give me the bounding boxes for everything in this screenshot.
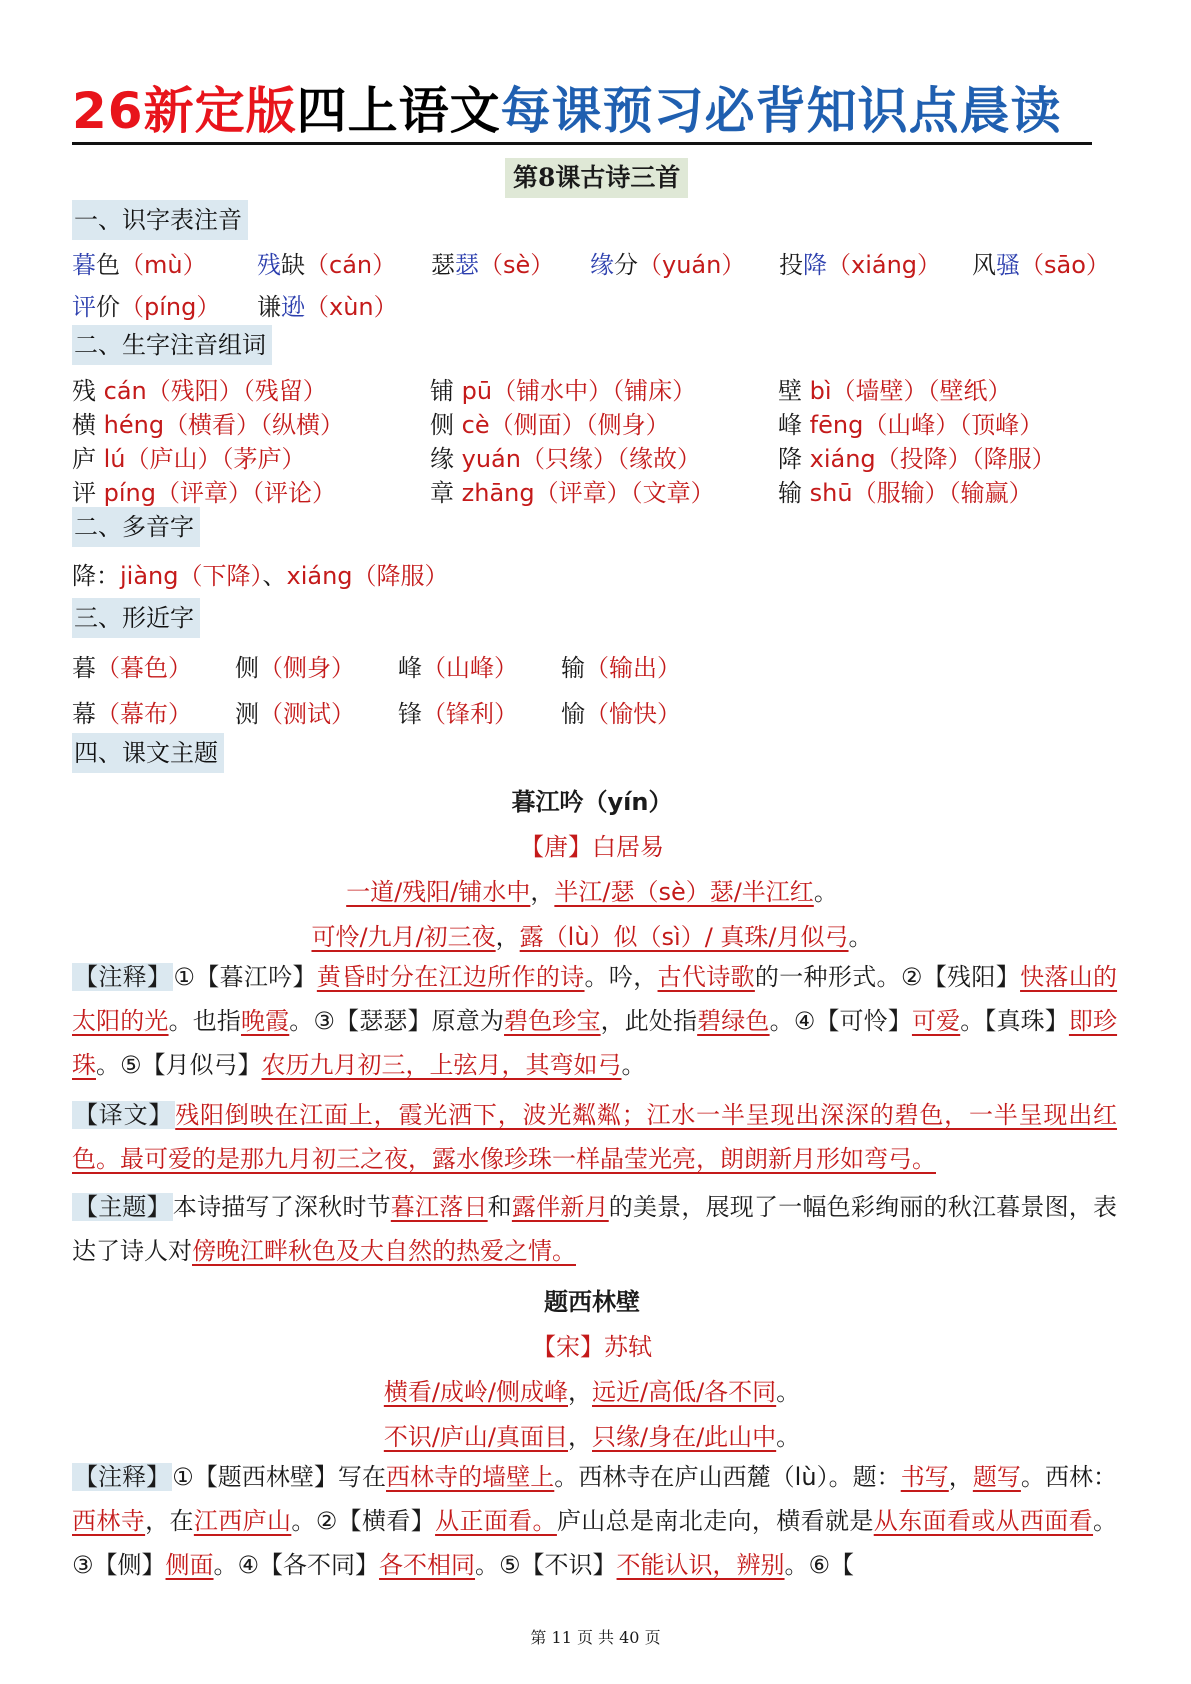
poem-line: 不识/庐山/真面目，只缘/身在/此山中。 [383,1423,801,1451]
pinyin-item: 投降（xiáng） [779,251,942,279]
word-item: 侧 cè（侧面）（侧身） [430,411,670,439]
similar-item: 峰（山峰） [398,654,518,682]
similar-item: 幕（幕布） [72,700,192,728]
word-item: 横 héng（横看）（纵横） [72,411,345,439]
poem-title: 题西林壁 [544,1288,640,1316]
pinyin-item: 谦逊（xùn） [257,293,398,321]
pinyin-item: 风骚（sāo） [972,251,1110,279]
word-item: 缘 yuán（只缘）（缘故） [430,445,701,473]
pinyin-item: 瑟瑟（sè） [431,251,555,279]
word-item: 降 xiáng（投降）（降服） [778,445,1056,473]
title-part-3: 每课预习必背知识点晨读 [500,82,1062,140]
title-part-2: 四上语文 [296,82,501,140]
word-item: 残 cán（残阳）（残留） [72,377,327,405]
section-heading-words: 二、生字注音组词 [72,325,272,365]
similar-item: 锋（锋利） [398,700,518,728]
poem-line: 一道/残阳/铺水中，半江/瑟（sè）瑟/半江红。 [346,878,838,906]
section-heading-theme: 四、课文主题 [72,733,224,773]
section-heading-similar: 三、形近字 [72,598,200,638]
word-item: 铺 pū（铺水中）（铺床） [430,377,697,405]
pinyin-item: 评价（píng） [72,293,221,321]
word-item: 输 shū（服输）（输赢） [778,479,1033,507]
similar-item: 侧（侧身） [235,654,355,682]
pinyin-item: 暮色（mù） [72,251,207,279]
poem-notes: 【注释】①【题西林壁】写在西林寺的墙壁上。西林寺在庐山西麓（lù）。题：书写，题写。西林：西林寺，在江西庐山。②【横看】从正面看。庐山总是南北走向，横看就是从东面看或从西面看。③【侧】侧面。④【各不同】各不相同。⑤【不识】不能认识，辨别。⑥【 [72,1463,1118,1579]
word-item: 峰 fēng（山峰）（顶峰） [778,411,1044,439]
document-title [72,80,1092,145]
word-item: 评 píng（评章）（评论） [72,479,336,507]
word-item: 章 zhāng（评章）（文章） [430,479,715,507]
poem-line: 可怜/九月/初三夜，露（lù）似（sì）/ 真珠/月似弓。 [311,923,873,951]
page-footer: 第 11 页 共 40 页 [530,1628,661,1647]
polyphone-line: 降：jiàng（下降）、xiáng（降服） [72,562,449,590]
poem-translation: 【译文】残阳倒映在江面上，霞光洒下，波光粼粼；江水一半呈现出深深的碧色，一半呈现出红色。最可爱的是那九月初三之夜，露水像珍珠一样晶莹光亮，朗朗新月形如弯弓。 [72,1101,1118,1173]
pinyin-item: 残缺（cán） [257,251,397,279]
poem-author: 【宋】苏轼 [532,1333,652,1361]
similar-item: 愉（愉快） [561,700,681,728]
similar-item: 输（输出） [561,654,681,682]
poem-title: 暮江吟（yín） [511,788,673,816]
poem-line: 横看/成岭/侧成峰，远近/高低/各不同。 [383,1378,801,1406]
similar-item: 暮（暮色） [72,654,192,682]
similar-item: 测（测试） [235,700,355,728]
poem-theme: 【主题】本诗描写了深秋时节暮江落日和露伴新月的美景，展现了一幅色彩绚丽的秋江暮景图，表达了诗人对傍晚江畔秋色及大自然的热爱之情。 [72,1193,1118,1265]
poem-notes: 【注释】①【暮江吟】黄昏时分在江边所作的诗。吟，古代诗歌的一种形式。②【残阳】快落山的太阳的光。也指晚霞。③【瑟瑟】原意为碧色珍宝，此处指碧绿色。④【可怜】可爱。【真珠】即珍珠。⑤【月似弓】农历九月初三，上弦月，其弯如弓。 [72,963,1118,1079]
poem-author: 【唐】白居易 [520,833,664,861]
lesson-title: 第8课古诗三首 [505,158,688,198]
pinyin-item: 缘分（yuán） [590,251,746,279]
section-heading-pinyin: 一、识字表注音 [72,200,248,240]
section-heading-polyphone: 二、多音字 [72,507,200,547]
word-item: 壁 bì（墙壁）（壁纸） [778,377,1012,405]
title-part-1: 26新定版 [72,82,297,140]
word-item: 庐 lú（庐山）（茅庐） [72,445,306,473]
